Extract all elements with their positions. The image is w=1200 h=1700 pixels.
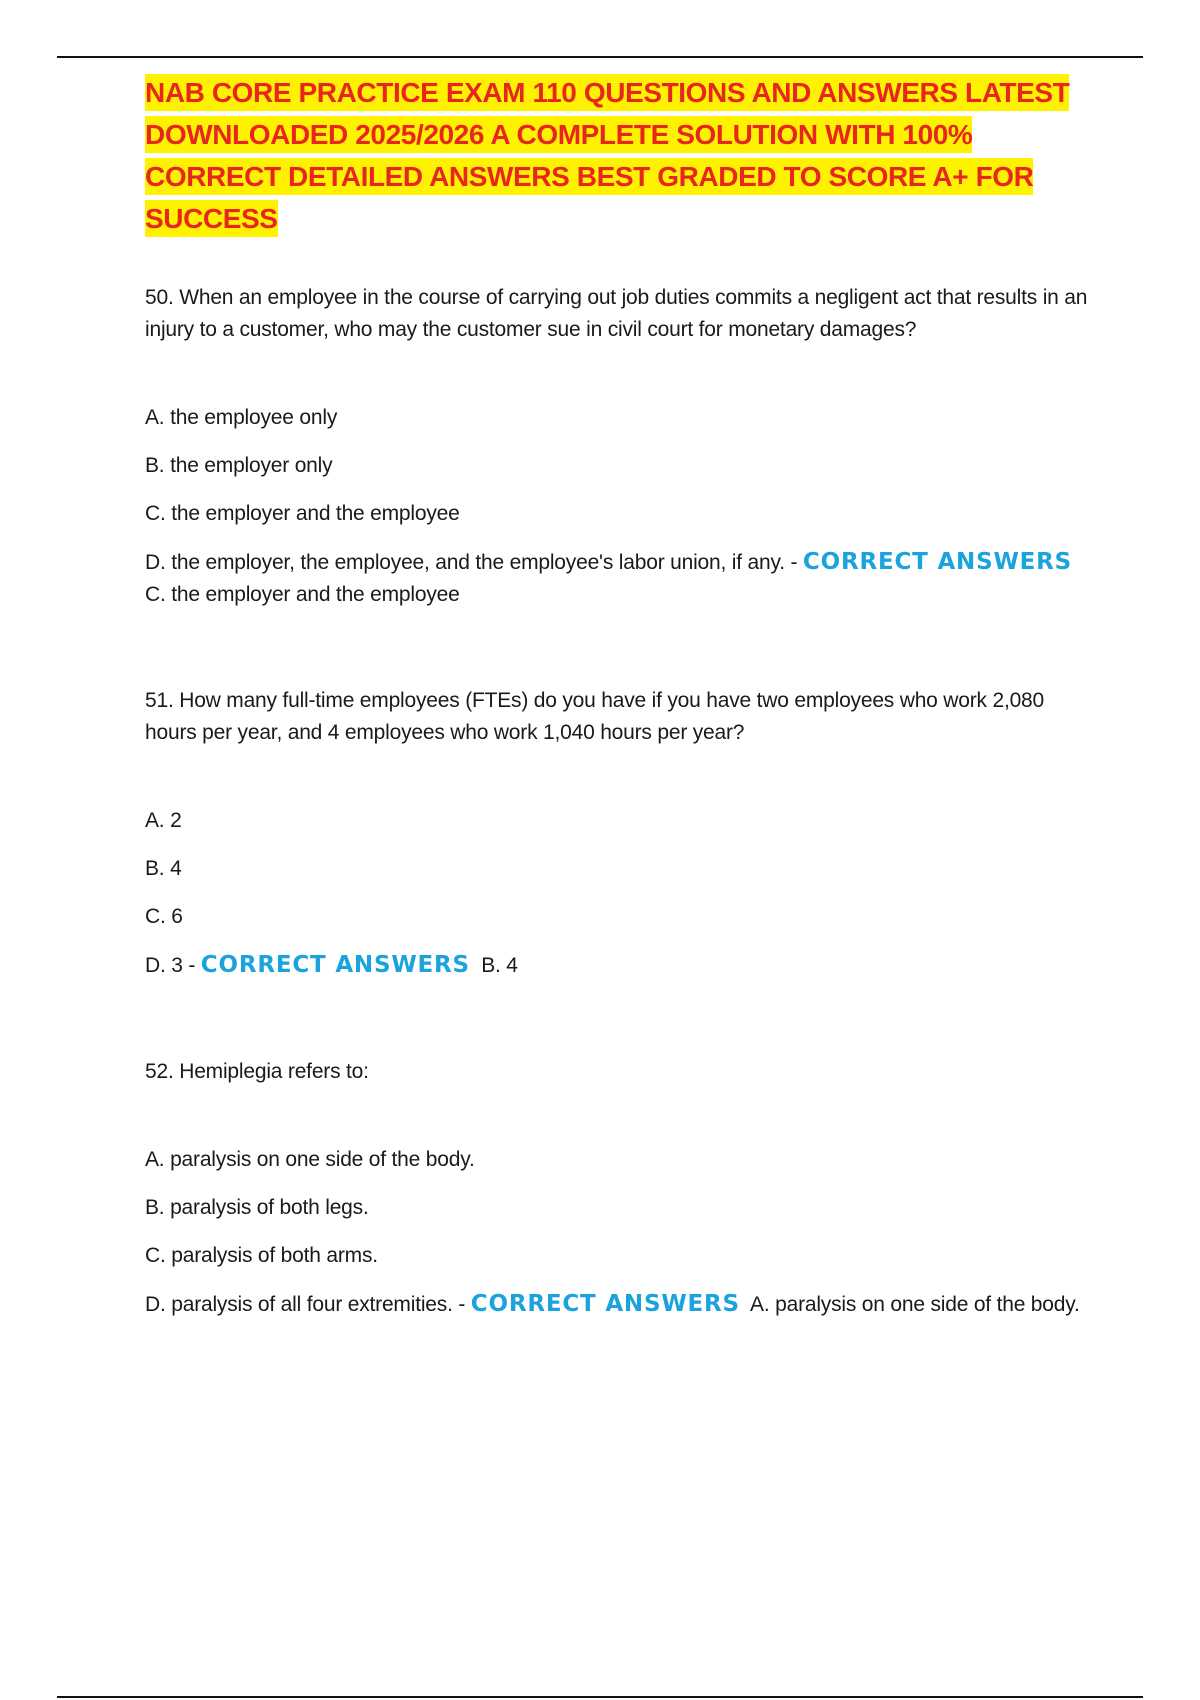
option-d-with-answer (145, 949, 1095, 982)
option-b: B. 4 (145, 857, 182, 880)
answer-text: C. the employer and the employee (145, 583, 460, 606)
option-d-with-answer (145, 1288, 1095, 1321)
options-list (145, 402, 1095, 611)
answer-text: A. paralysis on one side of the body. (750, 1293, 1080, 1316)
question-block-52 (145, 1056, 1095, 1321)
option-d-with-answer (145, 546, 1095, 611)
options-list (145, 805, 1095, 982)
question-block-50 (145, 282, 1095, 611)
option-b: B. the employer only (145, 454, 333, 477)
option-a: A. 2 (145, 809, 182, 832)
option-c: C. 6 (145, 905, 183, 928)
document-title (145, 72, 1095, 240)
correct-answers-label: CORRECT ANSWERS (802, 549, 1073, 575)
title-highlight: NAB CORE PRACTICE EXAM 110 QUESTIONS AND ANSWERS LATEST DOWNLOADED 2025/2026 A COMPLETE SOLUTION WITH 100% CORRECT DETAILED ANSWERS BEST GRADED TO SCORE A+ FOR SUCCESS (145, 74, 1069, 237)
bottom-rule (57, 1696, 1143, 1698)
question-text: 50. When an employee in the course of carrying out job duties commits a negligent act that results in an injury to a customer, who may the customer sue in civil court for monetary damages? (145, 286, 1088, 341)
correct-answers-label: CORRECT ANSWERS (470, 1291, 740, 1317)
option-b: B. paralysis of both legs. (145, 1196, 369, 1219)
option-a: A. paralysis on one side of the body. (145, 1148, 475, 1171)
option-d: D. the employer, the employee, and the employee's labor union, if any. - (145, 551, 798, 574)
question-text: 51. How many full-time employees (FTEs) do you have if you have two employees who work 2,080 hours per year, and 4 employees who work 1,040 hours per year? (145, 689, 1045, 744)
option-c: C. the employer and the employee (145, 502, 460, 525)
option-d: D. 3 - (145, 954, 196, 977)
option-d: D. paralysis of all four extremities. - (145, 1293, 466, 1316)
options-list (145, 1144, 1095, 1321)
option-c: C. paralysis of both arms. (145, 1244, 378, 1267)
option-a: A. the employee only (145, 406, 338, 429)
top-rule (57, 56, 1143, 58)
document-body (145, 72, 1095, 1395)
correct-answers-label: CORRECT ANSWERS (200, 952, 470, 978)
question-block-51 (145, 685, 1095, 982)
question-text: 52. Hemiplegia refers to: (145, 1060, 369, 1083)
answer-text: B. 4 (481, 954, 518, 977)
